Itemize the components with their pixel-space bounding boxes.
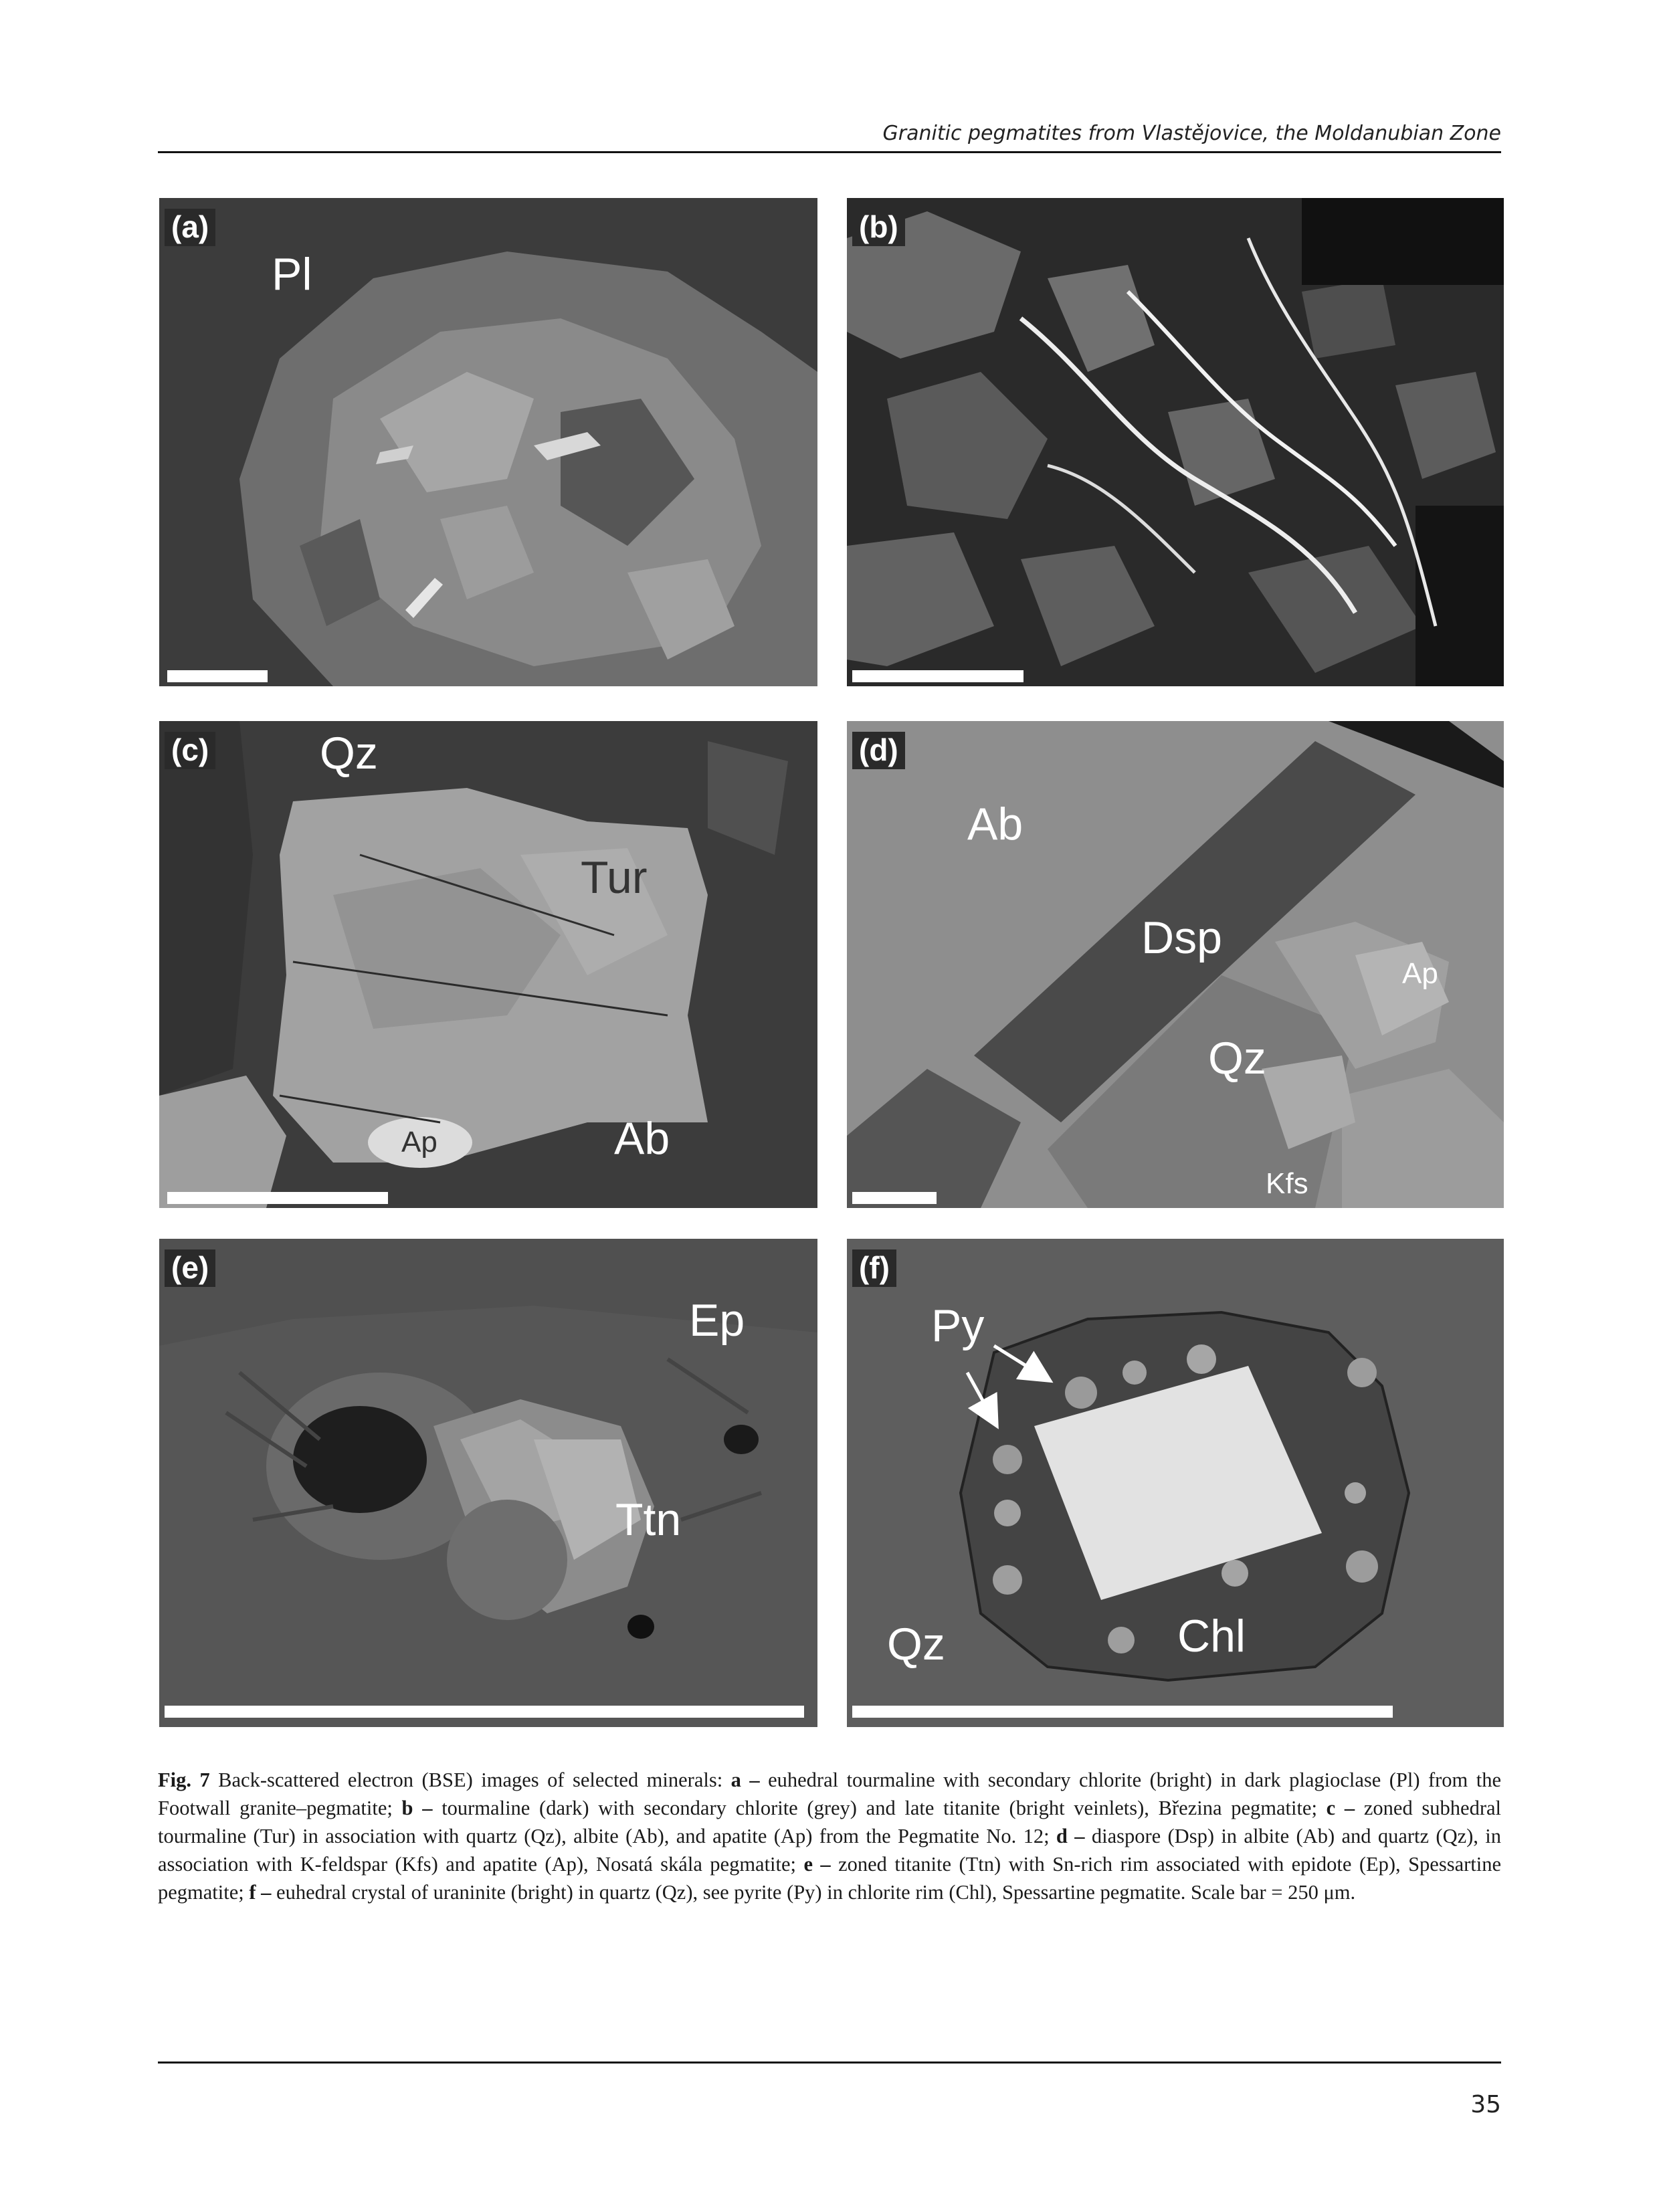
mineral-label-dsp: Dsp (1141, 912, 1222, 963)
panel-label-b: (b) (852, 209, 905, 246)
scale-bar-a (167, 670, 268, 682)
mineral-label-pl: Pl (272, 249, 312, 300)
scale-bar-c (167, 1192, 388, 1204)
figure-panel-a (159, 198, 817, 686)
figure-panel-c (159, 721, 817, 1208)
mineral-label-ab: Ab (614, 1113, 670, 1164)
figure-panel-e (159, 1239, 817, 1727)
panel-label-e: (e) (165, 1249, 215, 1287)
bse-image-a (159, 198, 817, 686)
caption-fig-label: Fig. 7 (158, 1769, 210, 1791)
figure-panel-d (847, 721, 1504, 1208)
caption-text-d: diaspore (Dsp) in albite (Ab) and quartz (Qz), in association with K-feldspar (Kfs) and apatite (Ap), Nosatá skála pegmatite; (158, 1825, 1501, 1876)
caption-text-f: euhedral crystal of uraninite (bright) in quartz (Qz), see pyrite (Py) in chlorite rim (Chl), Spessartine pegmatite. Scale bar = 250 μm. (271, 1881, 1356, 1904)
panel-label-d: (d) (852, 732, 905, 769)
scale-bar-f (852, 1706, 1393, 1718)
panel-label-c: (c) (165, 732, 215, 769)
panel-label-f: (f) (852, 1249, 896, 1287)
mineral-label-tur: Tur (581, 852, 648, 903)
mineral-label-qz: Qz (887, 1619, 945, 1670)
scale-bar-d (852, 1192, 937, 1204)
bse-image-c (159, 721, 817, 1208)
caption-key-c: c – (1326, 1797, 1355, 1819)
mineral-label-ttn: Ttn (615, 1494, 682, 1545)
header-rule (158, 151, 1501, 153)
caption-text-c: zoned subhedral tourmaline (Tur) in association with quartz (Qz), albite (Ab), and apatite (Ap) from the Pegmatite No. 12; (158, 1797, 1502, 1847)
page-number: 35 (1470, 2091, 1501, 2118)
panel-label-a: (a) (165, 209, 215, 246)
caption-key-f: f – (249, 1881, 272, 1904)
mineral-label-chl: Chl (1177, 1611, 1246, 1662)
scale-bar-e (165, 1706, 804, 1718)
mineral-label-kfs: Kfs (1266, 1167, 1308, 1200)
caption-text-e: zoned titanite (Ttn) with Sn-rich rim associated with epidote (Ep), Spessartine pegmatite; (158, 1853, 1502, 1904)
mineral-label-ep: Ep (689, 1295, 745, 1346)
mineral-label-ab: Ab (967, 799, 1023, 849)
mineral-label-ap: Ap (401, 1126, 437, 1159)
caption-key-d: d – (1056, 1825, 1085, 1847)
bse-image-b (847, 198, 1504, 686)
running-title: Granitic pegmatites from Vlastějovice, the Moldanubian Zone (882, 122, 1501, 145)
caption-text-b: tourmaline (dark) with secondary chlorite (grey) and late titanite (bright veinlets), Březina pegmatite; (432, 1797, 1327, 1819)
figure-panel-f (847, 1239, 1504, 1727)
footer-rule (158, 2062, 1501, 2064)
caption-text-a: euhedral tourmaline with secondary chlorite (bright) in dark plagioclase (Pl) from the Footwall granite–pegmatite; (158, 1769, 1502, 1819)
caption-intro: Back-scattered electron (BSE) images of selected minerals: (209, 1769, 731, 1791)
caption-key-a: a – (730, 1769, 760, 1791)
mineral-label-qz: Qz (1208, 1033, 1266, 1084)
mineral-label-py: Py (931, 1300, 985, 1351)
scale-bar-b (852, 670, 1023, 682)
mineral-label-ap: Ap (1402, 957, 1438, 990)
mineral-label-qz: Qz (320, 728, 378, 779)
caption-key-b: b – (401, 1797, 433, 1819)
figure-panel-b (847, 198, 1504, 686)
figure-caption (158, 1766, 1501, 1906)
caption-key-e: e – (803, 1853, 831, 1876)
